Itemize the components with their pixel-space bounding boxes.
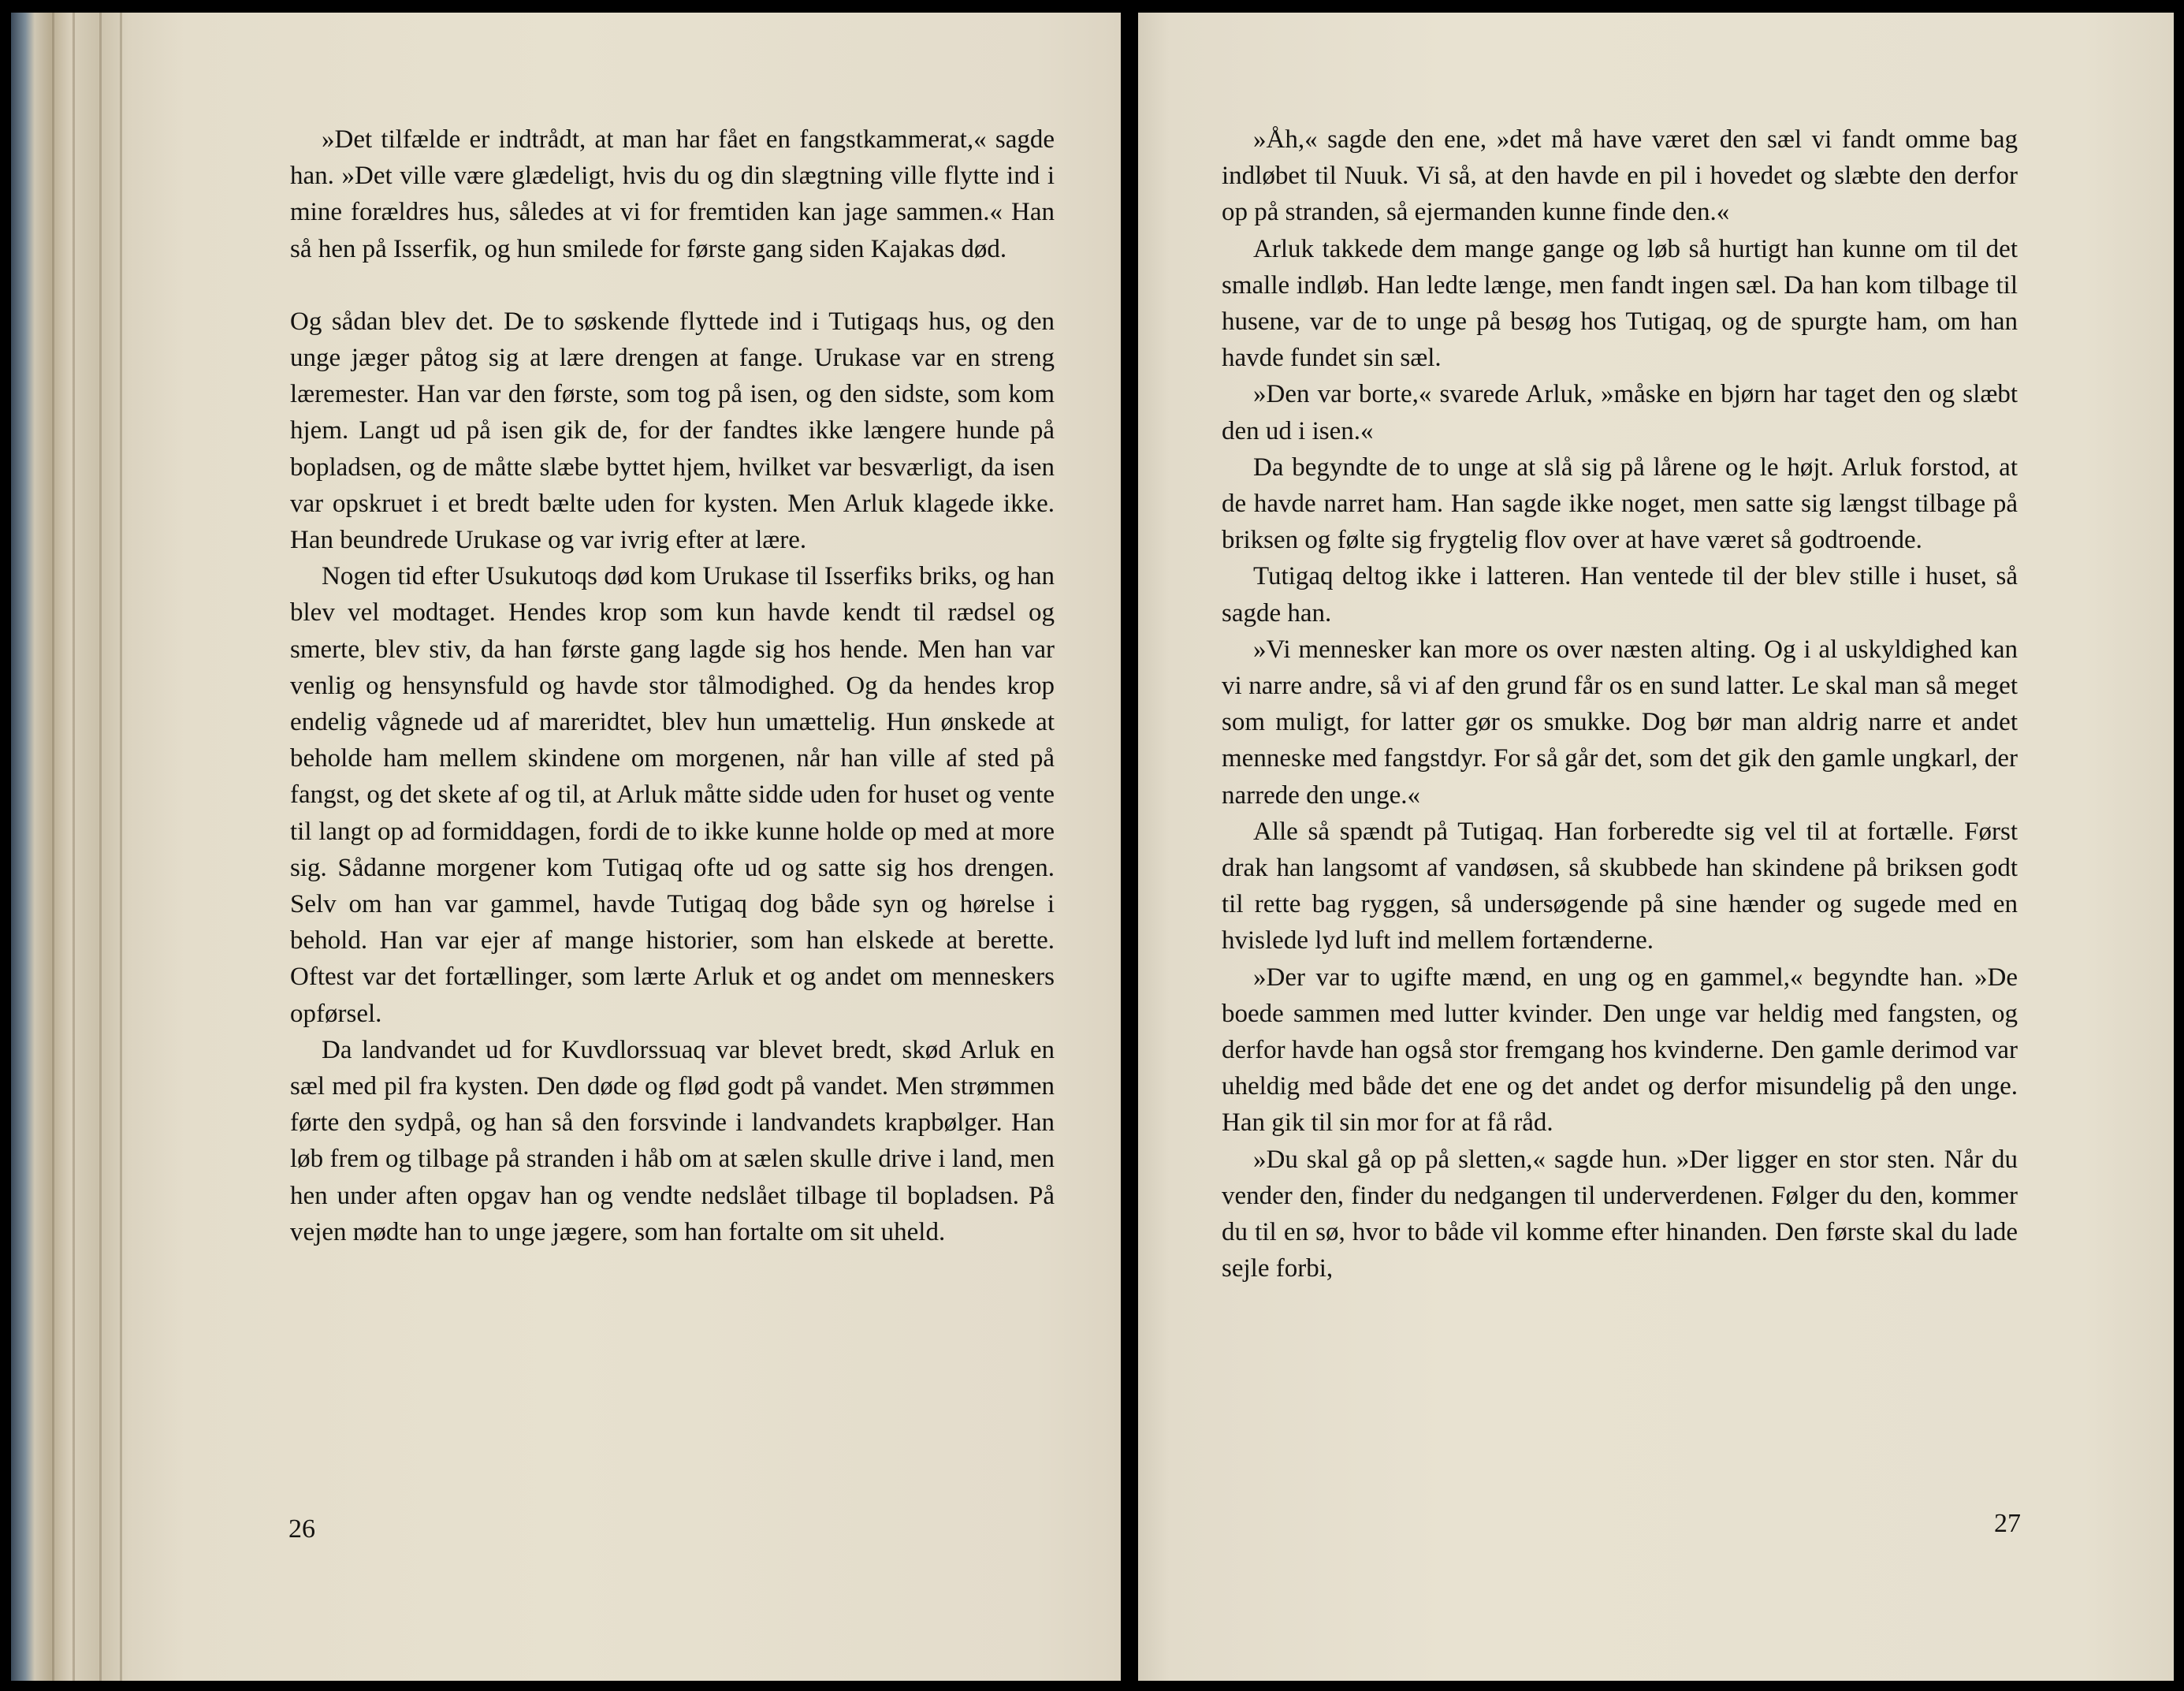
paragraph: Og sådan blev det. De to søskende flyttede ind i Tutigaqs hus, og den unge jæger påtog sig at lære drengen at fange. Urukase var en streng læremester. Han var den første, som tog på isen, og den sidste, som kom hjem. Langt ud på isen gik de, for der fandtes ikke længere hunde på bopladsen, og de måtte slæbe byttet hjem, hvilket var besværligt, da isen var opskruet i et bredt bælte uden for kysten. Men Arluk klagede ikke. Han beundrede Urukase og var ivrig efter at lære.	[290, 307, 1055, 555]
paragraph: »Vi mennesker kan more os over næsten alting. Og i al uskyldighed kan vi narre andre, så vi af den grund får os en sund latter. Le skal man så meget som muligt, for latter gør os smukke. Dog bør man aldrig narre et andet menneske med fangstdyr. For så går det, som det gik den gamle ungkarl, der narrede den unge.«	[1222, 635, 2018, 810]
page-edge-line	[120, 13, 122, 1681]
page-number: 26	[288, 1514, 315, 1544]
paragraph: »Der var to ugifte mænd, en ung og en gammel,« begyndte han. »De boede sammen med lutter kvinder. Den unge var heldig med fangsten, og derfor havde han også stor fremgang hos kvinderne. Den gamle derimod var uheldig med både det ene og det andet og derfor misundelig på den unge. Han gik til sin mor for at få råd.	[1222, 963, 2018, 1138]
paragraph: »Du skal gå op på sletten,« sagde hun. »Der ligger en stor sten. Når du vender den, finder du nedgangen til underverdenen. Følger du den, kommer du til en sø, hvor to både vil komme efter hinanden. Den første skal du lade sejle forbi,	[1222, 1145, 2018, 1283]
paragraph: Arluk takkede dem mange gange og løb så hurtigt han kunne om til det smalle indløb. Han ledte længe, men fandt ingen sæl. Da han kom tilbage til husene, var de to unge på besøg hos Tutigaq, og de spurgte ham, om han havde fundet sin sæl.	[1222, 234, 2018, 373]
paragraph: »Det tilfælde er indtrådt, at man har fået en fangstkammerat,« sagde han. »Det ville være glædeligt, hvis du og din slægtning ville flytte ind i mine forældres hus, således at vi for fremtiden kan jage sammen.« Han så hen på Isserfik, og hun smilede for første gang siden Kajakas død.	[290, 125, 1055, 263]
left-page-text	[290, 121, 1055, 1250]
right-page-text	[1222, 121, 2018, 1287]
paragraph: Da begyndte de to unge at slå sig på lårene og le højt. Arluk forstod, at de havde narret ham. Han sagde ikke noget, men satte sig længst tilbage på briksen og følte sig frygtelig flov over at have været så godtroende.	[1222, 453, 2018, 555]
paragraph: Da landvandet ud for Kuvdlorssuaq var blevet bredt, skød Arluk en sæl med pil fra kysten. Den døde og flød godt på vandet. Men strømmen førte den sydpå, og han så den forsvinde i landvandets krapbølger. Han løb frem og tilbage på stranden i håb om at sælen skulle drive i land, men hen under aften opgav han og vendte nedslået tilbage til bopladsen. På vejen mødte han to unge jægere, som han fortalte om sit uheld.	[290, 1035, 1055, 1246]
paragraph: Nogen tid efter Usukutoqs død kom Urukase til Isserfiks briks, og han blev vel modtaget. Hendes krop som kun havde kendt til rædsel og smerte, blev stiv, da han første gang lagde sig hos hende. Men han var venlig og hensynsfuld og havde stor tålmodighed. Og da hendes krop endelig vågnede ud af mareridtet, blev hun umættelig. Hun ønskede at beholde ham mellem skindene om morgenen, når han ville af sted på fangst, og det skete af og til, at Arluk måtte sidde uden for huset og vente til langt op ad formiddagen, fordi de to ikke kunne holde op med at more sig. Sådanne morgener kom Tutigaq ofte ud og satte sig hos drengen. Selv om han var gammel, havde Tutigaq dog både syn og hørelse i behold. Han var ejer af mange historier, som han elskede at berette. Oftest var det fortællinger, som lærte Arluk et og andet om menneskers opførsel.	[290, 562, 1055, 1028]
right-page	[1138, 13, 2174, 1681]
page-number: 27	[1994, 1509, 2021, 1538]
paragraph: Alle så spændt på Tutigaq. Han forberedte sig vel til at fortælle. Først drak han langsomt af vandøsen, så skubbede han skindene på briksen godt til rette bag ryggen, så undersøgende på sine hænder og sugede med en hvislede lyd luft ind mellem fortænderne.	[1222, 817, 2018, 955]
paragraph: »Den var borte,« svarede Arluk, »måske en bjørn har taget den og slæbt den ud i isen.«	[1222, 380, 2018, 445]
paragraph: »Åh,« sagde den ene, »det må have været den sæl vi fandt omme bag indløbet til Nuuk. Vi så, at den havde en pil i hovedet og slæbte den derfor op på stranden, så ejermanden kunne finde den.«	[1222, 125, 2018, 227]
left-page	[11, 13, 1121, 1681]
paragraph: Tutigaq deltog ikke i latteren. Han ventede til der blev stille i huset, så sagde han.	[1222, 562, 2018, 628]
page-edge-line	[99, 13, 102, 1681]
page-edge-line	[52, 13, 54, 1681]
page-edge-line	[73, 13, 75, 1681]
